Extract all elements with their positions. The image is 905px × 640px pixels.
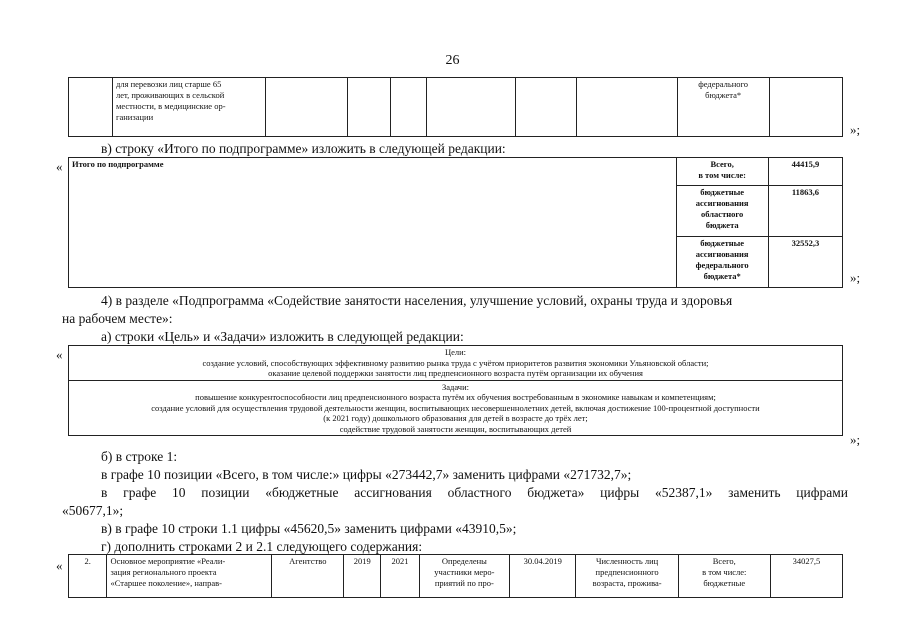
- text-line: бюджетные: [703, 578, 746, 588]
- goals-cell: [69, 346, 843, 381]
- text-line: федерального: [698, 79, 749, 89]
- paragraph-b: б) в строке 1:: [101, 449, 178, 464]
- text-line: участники меро-: [434, 567, 495, 577]
- paragraph-v: в) строку «Итого по подпрограмме» изложить в следующей редакции:: [101, 141, 506, 156]
- year-start-cell: 2019: [344, 555, 381, 598]
- table-cell: [390, 78, 426, 137]
- date-cell: 30.04.2019: [509, 555, 576, 598]
- table-cell-measure: [113, 78, 266, 137]
- text-line: федерального: [695, 260, 749, 270]
- closing-quote: »;: [850, 122, 861, 137]
- text-line: бюджета*: [703, 271, 741, 281]
- agency-cell: Агентство: [272, 555, 344, 598]
- value-cell: 11863,6: [768, 186, 842, 237]
- table-cell: [426, 78, 515, 137]
- text-line: в том числе:: [698, 170, 746, 180]
- text-line: ассигнования: [695, 198, 749, 208]
- row-number-cell: 2.: [69, 555, 107, 598]
- paragraph-4-line2: на рабочем месте»:: [62, 311, 173, 326]
- source-cell: [678, 555, 770, 598]
- measure-name-cell: [107, 555, 272, 598]
- source-cell: [676, 186, 768, 237]
- text-line: Всего,: [710, 159, 734, 169]
- text-line: Определены: [441, 556, 487, 566]
- text-line: областного: [701, 209, 744, 219]
- year-end-cell: 2021: [381, 555, 420, 598]
- tasks-cell: [69, 380, 843, 436]
- opening-quote: «: [56, 347, 63, 362]
- tasks-title: Задачи:: [442, 381, 469, 392]
- paragraph-b2-line1: в графе 10 позиции «бюджетные ассигнования областного бюджета» цифры «52387,1» заменить цифрами: [101, 485, 848, 500]
- source-cell: [676, 158, 768, 186]
- value-cell: 44415,9: [768, 158, 842, 186]
- text-line: возраста, прожива-: [592, 578, 662, 588]
- paragraph-a: а) строки «Цель» и «Задачи» изложить в следующей редакции:: [101, 329, 464, 344]
- text-line: предпенсионного: [595, 567, 659, 577]
- table-cell: [348, 78, 390, 137]
- opening-quote: «: [56, 159, 63, 174]
- text-line: Численность лиц: [595, 556, 659, 566]
- text-line: лет, проживающих в сельской: [116, 90, 225, 100]
- table-cell: [69, 78, 113, 137]
- text-line: создание условий, способствующих эффективному развитию рынка труда с учётом приоритетов развития экономики Ульяновской области;: [202, 357, 709, 368]
- paragraph-v2: в) в графе 10 строки 1.1 цифры «45620,5» заменить цифрами «43910,5»;: [101, 521, 517, 536]
- text-line: бюджетные: [700, 187, 745, 197]
- paragraph-b2-line2: «50677,1»;: [62, 503, 124, 518]
- closing-quote: »;: [850, 432, 861, 447]
- result-cell: [419, 555, 509, 598]
- closing-quote: »;: [850, 270, 861, 285]
- table-cell: [265, 78, 348, 137]
- table-cell: [577, 78, 678, 137]
- text-line: (к 2021 году) дошкольного образования для детей в возрасте до трёх лет;: [323, 413, 588, 423]
- subprogram-total-table: [68, 157, 843, 288]
- text-line: ассигнования: [695, 249, 749, 259]
- value-cell: 34027,5: [770, 555, 842, 598]
- text-line: бюджетные: [700, 238, 745, 248]
- table-cell-source: [677, 78, 769, 137]
- text-line: зация регионального проекта: [110, 567, 217, 577]
- page-number: 26: [445, 53, 460, 68]
- goals-title: Цели:: [444, 347, 467, 357]
- indicator-cell: [576, 555, 678, 598]
- text-line: в том числе:: [702, 567, 747, 577]
- new-rows-table: [68, 554, 843, 598]
- text-line: «Старшее поколение», направ-: [110, 578, 222, 588]
- goals-tasks-table: [68, 345, 843, 436]
- text-line: приятий по про-: [434, 578, 494, 588]
- paragraph-4-line1: 4) в разделе «Подпрограмма «Содействие занятости населения, улучшение условий, охраны труда и здоровья: [101, 293, 733, 308]
- table-cell: [515, 78, 577, 137]
- text-line: оказание целевой поддержки занятости лиц предпенсионного возраста путём организации их обучения: [268, 368, 643, 378]
- text-line: для перевозки лиц старше 65: [116, 79, 222, 89]
- source-cell: [676, 237, 768, 288]
- text-line: Основное мероприятие «Реали-: [110, 556, 226, 566]
- text-line: ганизации: [116, 112, 154, 122]
- text-line: местности, в медицинские ор-: [116, 101, 226, 111]
- text-line: создание условий для осуществления трудовой деятельности женщин, воспитывающих несовершеннолетних детей, включая достижение 100-процентной доступности: [151, 402, 760, 413]
- text-line: повышение конкурентоспособности лиц предпенсионного возраста путём их обучения востребованным в экономике навыкам и компетенциям;: [195, 392, 716, 402]
- text-line: бюджета*: [705, 90, 742, 100]
- opening-quote: «: [56, 558, 63, 573]
- paragraph-g: г) дополнить строками 2 и 2.1 следующего содержания:: [101, 539, 423, 554]
- text-line: бюджета: [705, 220, 739, 230]
- text-line: Всего,: [712, 556, 736, 566]
- text-line: содействие трудовой занятости женщин, воспитывающих детей: [339, 423, 572, 434]
- total-label-cell: Итого по подпрограмме: [69, 158, 677, 288]
- paragraph-b1: в графе 10 позиции «Всего, в том числе:» цифры «273442,7» заменить цифрами «271732,7»;: [101, 467, 632, 482]
- value-cell: 32552,3: [768, 237, 842, 288]
- table-cell-value: [769, 78, 842, 137]
- program-table-top: [68, 77, 843, 137]
